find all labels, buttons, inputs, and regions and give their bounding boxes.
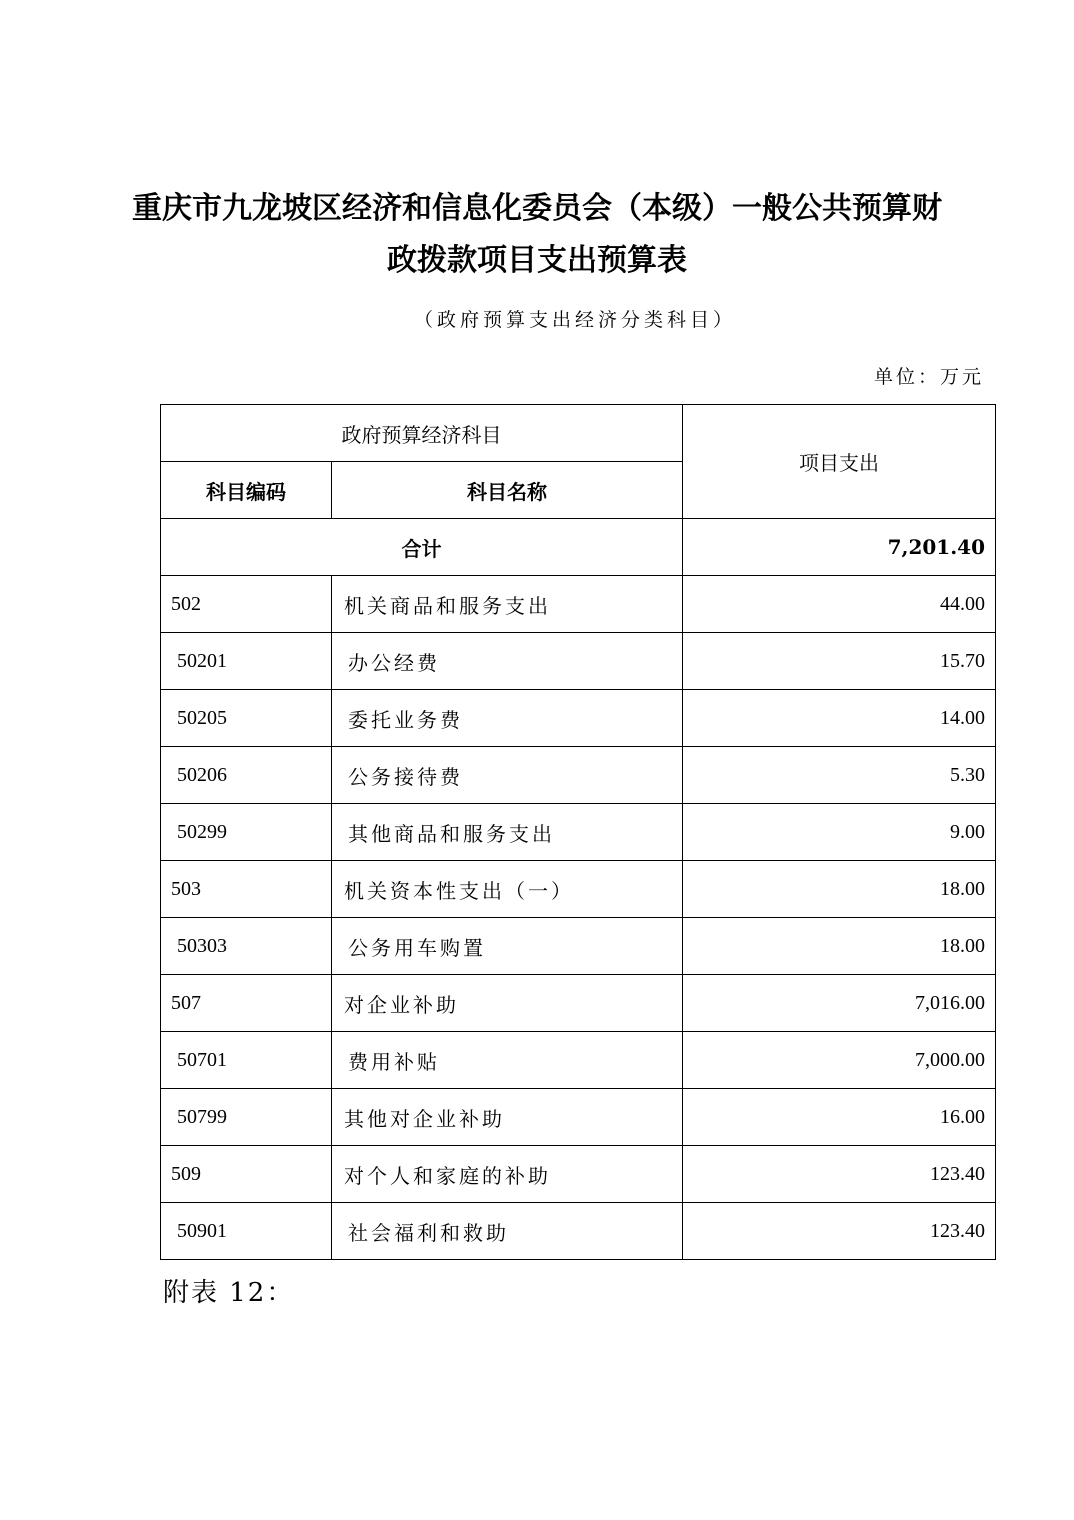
- table-row: [161, 1146, 996, 1203]
- row-value: 123.40: [683, 1203, 996, 1260]
- row-name: 其他商品和服务支出: [332, 804, 683, 861]
- row-value: 123.40: [683, 1146, 996, 1203]
- row-name: 对企业补助: [332, 975, 683, 1032]
- row-value: 44.00: [683, 576, 996, 633]
- row-name: 社会福利和救助: [332, 1203, 683, 1260]
- row-value: 15.70: [683, 633, 996, 690]
- row-name: 公务用车购置: [332, 918, 683, 975]
- title-line-1: 重庆市九龙坡区经济和信息化委员会（本级）一般公共预算财: [132, 191, 942, 226]
- row-value: 18.00: [683, 861, 996, 918]
- row-value: 7,016.00: [683, 975, 996, 1032]
- row-code: 509: [161, 1146, 332, 1203]
- row-value: 18.00: [683, 918, 996, 975]
- header-name: 科目名称: [332, 462, 683, 519]
- row-code: 50701: [161, 1032, 332, 1089]
- table-row: [161, 975, 996, 1032]
- header-code: 科目编码: [161, 462, 332, 519]
- table-row: [161, 690, 996, 747]
- total-label: 合计: [161, 519, 683, 576]
- row-value: 9.00: [683, 804, 996, 861]
- row-value: 16.00: [683, 1089, 996, 1146]
- total-value: 7,201.40: [683, 519, 996, 576]
- row-name: 公务接待费: [332, 747, 683, 804]
- table-row: [161, 1203, 996, 1260]
- row-code: 50299: [161, 804, 332, 861]
- header-economic-category: 政府预算经济科目: [161, 405, 683, 462]
- row-code: 50901: [161, 1203, 332, 1260]
- table-row: [161, 861, 996, 918]
- table-row: [161, 1089, 996, 1146]
- row-code: 50799: [161, 1089, 332, 1146]
- table-row: [161, 633, 996, 690]
- row-value: 14.00: [683, 690, 996, 747]
- budget-table: [160, 404, 996, 1260]
- title-line-2: 政拨款项目支出预算表: [387, 243, 687, 278]
- row-name: 委托业务费: [332, 690, 683, 747]
- row-code: 503: [161, 861, 332, 918]
- row-code: 507: [161, 975, 332, 1032]
- row-code: 50201: [161, 633, 332, 690]
- row-name: 其他对企业补助: [332, 1089, 683, 1146]
- row-code: 502: [161, 576, 332, 633]
- row-value: 5.30: [683, 747, 996, 804]
- table-row: [161, 804, 996, 861]
- row-name: 机关资本性支出（一）: [332, 861, 683, 918]
- header-row-group: [161, 405, 996, 462]
- row-name: 对个人和家庭的补助: [332, 1146, 683, 1203]
- row-name: 办公经费: [332, 633, 683, 690]
- row-code: 50206: [161, 747, 332, 804]
- row-code: 50205: [161, 690, 332, 747]
- table-row: [161, 918, 996, 975]
- appendix-label: 附表 12：: [163, 1278, 295, 1308]
- row-name: 费用补贴: [332, 1032, 683, 1089]
- row-name: 机关商品和服务支出: [332, 576, 683, 633]
- document-title: [0, 183, 1074, 287]
- row-code: 50303: [161, 918, 332, 975]
- row-value: 7,000.00: [683, 1032, 996, 1089]
- header-project-expense: 项目支出: [683, 405, 996, 519]
- document-subtitle: （政府预算支出经济分类科目）: [413, 309, 736, 331]
- table-row: [161, 747, 996, 804]
- table-row: [161, 1032, 996, 1089]
- unit-label: 单位：万元: [873, 366, 984, 388]
- table-row: [161, 576, 996, 633]
- total-row: [161, 519, 996, 576]
